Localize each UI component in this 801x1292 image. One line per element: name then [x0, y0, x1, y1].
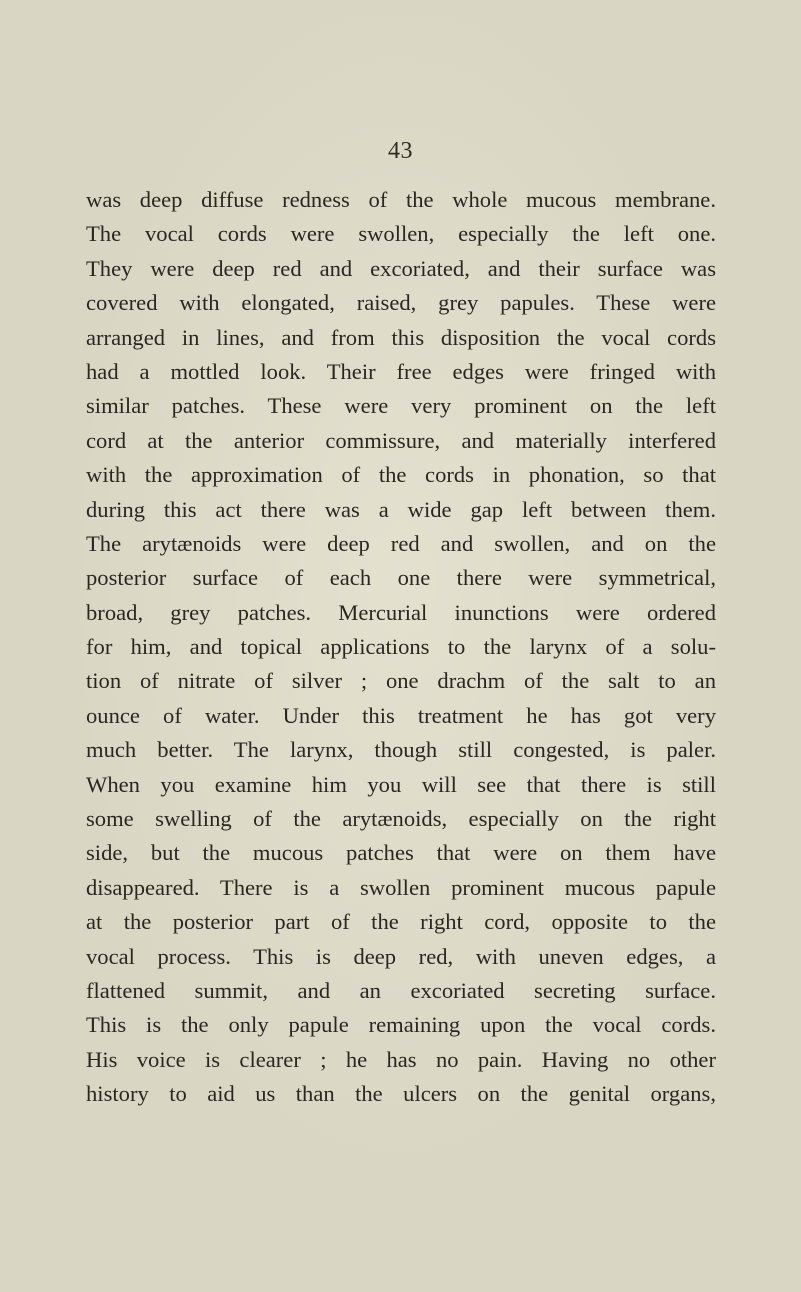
page-number: 43: [388, 138, 413, 164]
text-line: This is the only papule remaining upon the vocal cords.: [86, 1012, 716, 1038]
text-line: They were deep red and excoriated, and their surface was: [86, 255, 716, 281]
text-line: tion of nitrate of silver ; one drachm of the salt to an: [86, 668, 716, 694]
text-line: with the approximation of the cords in phonation, so that: [86, 462, 716, 488]
body-text: [86, 183, 716, 1112]
text-line: ounce of water. Under this treatment he has got very: [86, 702, 716, 728]
text-line: cord at the anterior commissure, and materially interfered: [86, 427, 716, 453]
text-line: The vocal cords were swollen, especially the left one.: [86, 221, 716, 247]
text-line: side, but the mucous patches that were on them have: [86, 840, 716, 866]
text-line: disappeared. There is a swollen prominent mucous papule: [86, 874, 716, 900]
text-line: during this act there was a wide gap left between them.: [86, 496, 716, 522]
text-line: posterior surface of each one there were symmetrical,: [86, 565, 716, 591]
text-line: much better. The larynx, though still congested, is paler.: [86, 737, 716, 763]
text-line: His voice is clearer ; he has no pain. Having no other: [86, 1046, 716, 1072]
text-line: flattened summit, and an excoriated secreting surface.: [86, 977, 716, 1003]
text-line: vocal process. This is deep red, with uneven edges, a: [86, 943, 716, 969]
text-line: for him, and topical applications to the larynx of a solu-: [86, 634, 716, 660]
text-line: similar patches. These were very prominent on the left: [86, 393, 716, 419]
text-line: covered with elongated, raised, grey papules. These were: [86, 290, 716, 316]
text-line: was deep diffuse redness of the whole mucous membrane.: [86, 187, 716, 212]
text-line: at the posterior part of the right cord, opposite to the: [86, 909, 716, 935]
text-line: The arytænoids were deep red and swollen, and on the: [86, 530, 716, 556]
text-line: some swelling of the arytænoids, especially on the right: [86, 806, 716, 832]
text-line: had a mottled look. Their free edges were fringed with: [86, 358, 716, 384]
text-line: broad, grey patches. Mercurial inunctions were ordered: [86, 599, 716, 625]
text-line: history to aid us than the ulcers on the genital organs,: [86, 1081, 716, 1107]
text-line: When you examine him you will see that there is still: [86, 771, 716, 797]
text-line: arranged in lines, and from this disposition the vocal cords: [86, 324, 716, 350]
